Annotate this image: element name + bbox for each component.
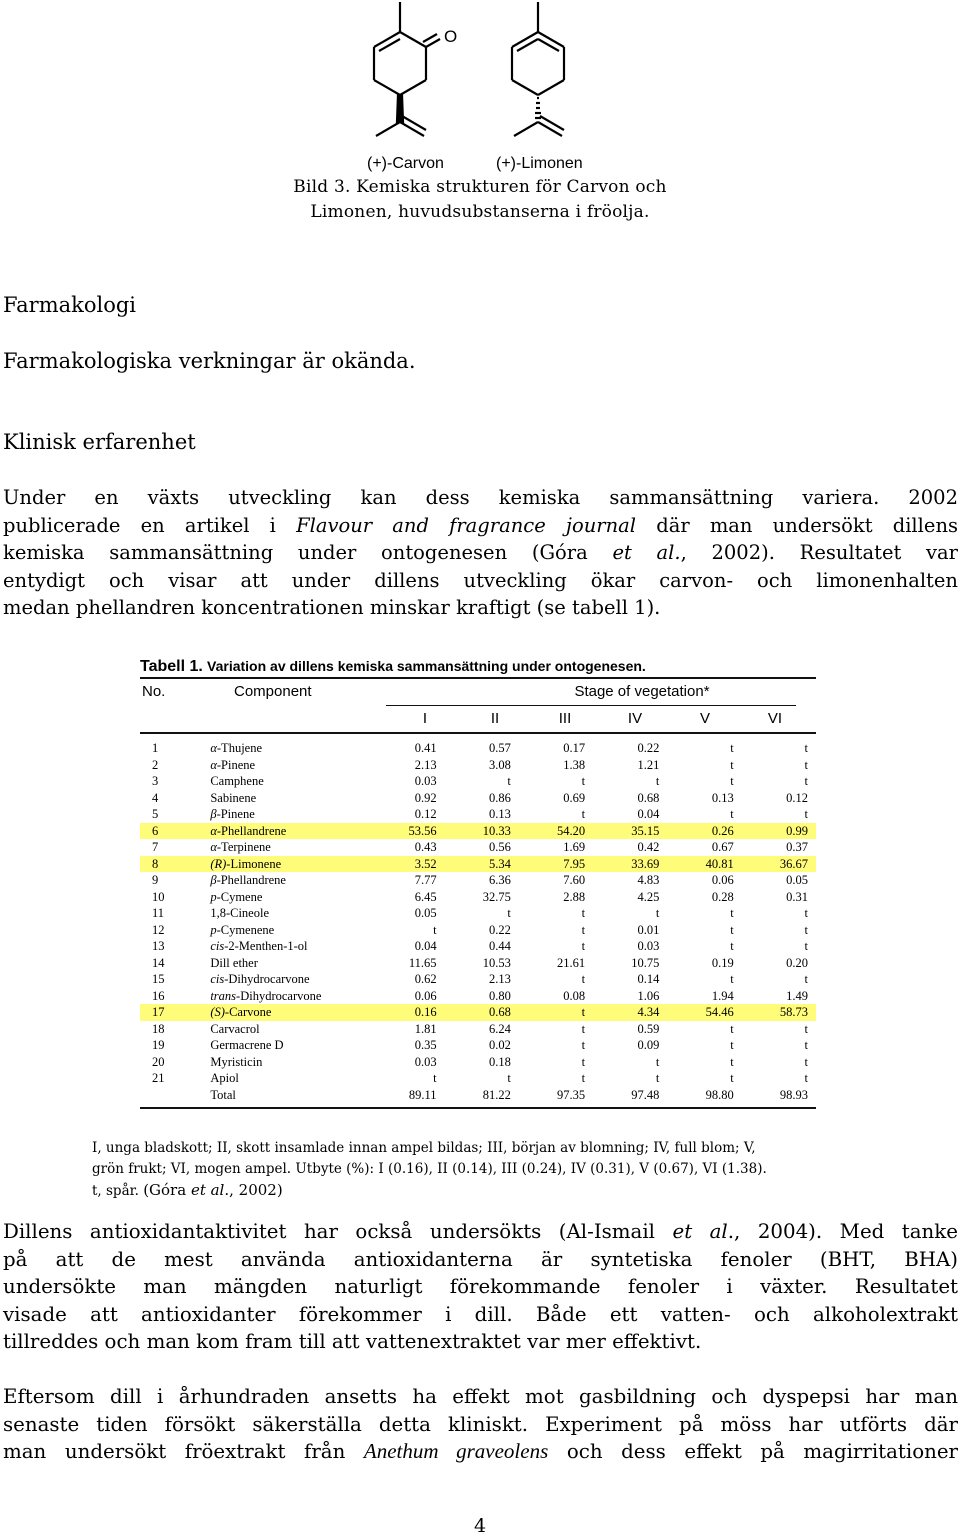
journal-title: Flavour and fragrance journal [296, 513, 637, 537]
stage-value-4: 0.42 [637, 840, 660, 854]
header-stage: Stage of vegetation* [574, 683, 710, 700]
stage-value-4: 4.25 [637, 889, 660, 904]
row-number: 6 [140, 823, 210, 840]
component-name: Carvacrol [210, 1021, 260, 1036]
stage-value-3: t [581, 774, 586, 788]
stage-value-1: 0.05 [414, 906, 437, 920]
component-name: Apiol [210, 1071, 239, 1085]
table-bottom-rule [140, 1107, 816, 1109]
table-body [140, 740, 816, 1103]
stage-value-3: 21.61 [557, 955, 586, 970]
stage-value-5: 0.26 [667, 823, 741, 840]
para1-line1: Under en växts utveckling kan dess kemiska sammansättning variera. 2002 [3, 486, 958, 509]
stage-value-5: 54.46 [667, 1004, 741, 1021]
stage-value-3: t [581, 939, 586, 953]
stage-value-1: 0.41 [414, 741, 437, 755]
component-name: Dill ether [210, 955, 258, 970]
stage-value-3: t [581, 906, 586, 920]
text-farmakologi: Farmakologiska verkningar är okända. [3, 349, 416, 373]
stage-value-6: t [804, 1021, 808, 1036]
total-value-6: 98.93 [779, 1087, 808, 1102]
row-number: 13 [152, 939, 165, 953]
stage-value-4: 0.22 [637, 741, 660, 755]
stage-value-6: 58.73 [742, 1004, 816, 1021]
footnote-line3: t, spår. (Góra et al., 2002) [92, 1181, 283, 1199]
stage-value-2: 0.80 [488, 988, 511, 1003]
table-row [140, 922, 816, 939]
stage-value-3: t [581, 922, 586, 937]
stage-value-3: t [581, 807, 586, 821]
table-row [140, 823, 816, 840]
carvon-label: (+)-Carvon [367, 155, 444, 172]
stage-value-2: 0.86 [488, 790, 511, 805]
stage-value-1: 3.52 [370, 856, 444, 873]
component-name: β-Pinene [210, 807, 255, 821]
stage-value-4: 0.03 [637, 939, 660, 953]
table-row [140, 971, 816, 988]
row-number: 14 [152, 955, 165, 970]
stage-header-1: I [422, 710, 428, 727]
row-number: 7 [152, 840, 159, 854]
stage-value-4: 0.09 [637, 1038, 660, 1052]
table-row [140, 889, 816, 906]
stage-value-3: t [581, 1038, 586, 1052]
stage-value-4: t [655, 774, 660, 788]
component-name: Germacrene D [210, 1038, 284, 1052]
stage-value-5: t [730, 972, 734, 986]
table-row [140, 740, 816, 757]
component-name: α-Terpinene [210, 840, 271, 854]
table-row [140, 856, 816, 873]
para3-line1: Eftersom dill i århundraden ansetts ha effekt mot gasbildning och dyspepsi har man [3, 1385, 958, 1408]
stage-value-2: 10.33 [445, 823, 519, 840]
table-row [140, 757, 816, 774]
total-value-3: 97.35 [557, 1087, 586, 1102]
figure-caption-line2: Limonen, huvudsubstanserna i fröolja. [310, 202, 650, 222]
row-number: 11 [152, 906, 165, 920]
stage-value-2: 10.53 [482, 955, 511, 970]
stage-value-3: 1.38 [563, 757, 586, 772]
row-number: 10 [152, 889, 165, 904]
table-row [140, 1004, 816, 1021]
component-name: β-Phellandrene [210, 873, 286, 887]
table-row [140, 1037, 816, 1054]
row-number: 15 [152, 972, 165, 986]
stage-value-3: t [581, 1021, 586, 1036]
stage-value-2: 6.36 [488, 873, 511, 887]
stage-value-4: 0.59 [637, 1021, 660, 1036]
row-number: 18 [152, 1021, 165, 1036]
paragraph-clinical [3, 1383, 958, 1466]
stage-value-6: 0.31 [786, 889, 808, 904]
stage-value-3: 0.17 [563, 741, 586, 755]
stage-value-4: 1.06 [637, 988, 660, 1003]
stage-value-6: t [804, 757, 808, 772]
stage-value-4: 35.15 [593, 823, 667, 840]
component-name: α-Phellandrene [210, 823, 370, 840]
stage-value-1: 0.16 [370, 1004, 444, 1021]
stage-value-5: t [730, 922, 734, 937]
stage-header-2: II [490, 710, 500, 727]
stage-value-4: 0.14 [637, 972, 660, 986]
stage-value-2: 6.24 [488, 1021, 511, 1036]
stage-value-2: 32.75 [482, 889, 511, 904]
stage-value-6: t [804, 774, 808, 788]
row-number: 12 [152, 922, 165, 937]
stage-value-1: 0.92 [414, 790, 437, 805]
stage-value-1: 11.65 [408, 955, 437, 970]
stage-value-2: 0.18 [488, 1054, 511, 1069]
stage-value-2: t [507, 906, 511, 920]
table-row [140, 938, 816, 955]
stage-value-3: 0.08 [563, 988, 586, 1003]
row-number: 3 [152, 774, 159, 788]
stage-value-6: t [804, 1038, 808, 1052]
component-name: p-Cymene [210, 889, 263, 904]
stage-value-3: t [581, 1071, 586, 1085]
paragraph-antioxidant [3, 1218, 958, 1356]
component-name: cis-Dihydrocarvone [210, 972, 310, 986]
para1-line5: medan phellandren koncentrationen minskar kraftigt (se tabell 1). [3, 596, 661, 619]
composition-table [140, 655, 820, 1109]
row-number: 21 [152, 1071, 165, 1085]
stage-header-6: VI [767, 710, 783, 727]
table-row [140, 905, 816, 922]
stage-value-3: 1.69 [563, 840, 586, 854]
row-number: 5 [152, 807, 159, 821]
component-name: 1,8-Cineole [210, 906, 269, 920]
stage-value-5: 0.06 [711, 873, 734, 887]
table-footnote [92, 1138, 882, 1202]
limonene-structure [512, 2, 564, 136]
row-number: 16 [152, 988, 165, 1003]
table-row [140, 773, 816, 790]
stage-value-5: t [730, 774, 734, 788]
row-number: 8 [140, 856, 210, 873]
stage-value-3: 54.20 [519, 823, 593, 840]
para2-line4: visade att antioxidanter förekommer i dill. Både ett vatten- och alkoholextrakt [3, 1302, 958, 1326]
footnote-line2: grön frukt; VI, mogen ampel. Utbyte (%): I (0.16), II (0.14), III (0.24), IV (0.31), V (0.67), VI (1.38). [92, 1161, 767, 1177]
table-row [140, 839, 816, 856]
table-title: Tabell 1. Variation av dillens kemiska sammansättning under ontogenesen. [140, 658, 646, 675]
heading-klinisk-erfarenhet: Klinisk erfarenhet [3, 430, 196, 454]
stage-value-2: 2.13 [488, 972, 511, 986]
para1-line4: entydigt och visar att under dillens utveckling ökar carvon- och limonenhalten [3, 568, 958, 592]
stage-value-3: 0.69 [563, 790, 586, 805]
stage-value-1: 7.77 [414, 873, 437, 887]
stage-header-3: III [558, 710, 572, 727]
table-header-rule [140, 732, 816, 734]
para1-line3: kemiska sammansättning under ontogenesen (Góra et al., 2002). Resultatet var [3, 541, 959, 564]
para3-line2: senaste tiden försökt säkerställa detta kliniskt. Experiment på möss har utförts där [3, 1412, 958, 1436]
stage-value-4: 1.21 [637, 757, 660, 772]
total-label: Total [210, 1087, 236, 1102]
stage-header-5: V [699, 710, 710, 727]
table-row [140, 1021, 816, 1038]
stage-value-4: 10.75 [631, 955, 660, 970]
row-number: 1 [152, 741, 159, 755]
row-number: 19 [152, 1038, 165, 1052]
stage-value-1: 0.04 [414, 939, 437, 953]
stage-value-1: 6.45 [414, 889, 437, 904]
row-number: 20 [152, 1054, 165, 1069]
component-name: α-Thujene [210, 741, 263, 755]
row-number: 9 [152, 873, 159, 887]
total-value-1: 89.11 [408, 1087, 437, 1102]
stage-value-6: 0.05 [786, 873, 808, 887]
table-row [140, 806, 816, 823]
stage-value-5: t [730, 741, 734, 755]
stage-header-4: IV [627, 710, 643, 727]
stage-value-2: 3.08 [488, 757, 511, 772]
stage-value-1: t [433, 922, 437, 937]
row-number: 4 [152, 790, 159, 805]
stage-value-2: 0.44 [488, 939, 511, 953]
stage-value-3: t [581, 1054, 586, 1069]
stage-value-5: 40.81 [667, 856, 741, 873]
stage-value-4: 4.34 [593, 1004, 667, 1021]
stage-value-4: 0.04 [637, 807, 660, 821]
table-row [140, 955, 816, 972]
stage-value-6: 36.67 [742, 856, 816, 873]
species-name: Anethum graveolens [363, 1439, 549, 1463]
stage-value-2: 0.22 [488, 922, 511, 937]
stage-value-2: 0.13 [488, 807, 511, 821]
table-row [140, 1054, 816, 1071]
component-name: (R)-Limonene [210, 856, 370, 873]
component-name: Myristicin [210, 1054, 263, 1069]
heading-farmakologi: Farmakologi [3, 293, 137, 317]
stage-value-6: t [804, 1071, 808, 1085]
stage-value-4: 4.83 [637, 873, 660, 887]
para2-line1: Dillens antioxidantaktivitet har också undersökts (Al-Ismail et al., 2004). Med tanke [3, 1220, 958, 1243]
component-name: trans-Dihydrocarvone [210, 988, 322, 1003]
stage-value-6: 0.20 [786, 955, 808, 970]
para1-line2: publicerade en artikel i Flavour and fragrance journal där man undersökt dillens [3, 513, 959, 537]
stage-value-1: 0.35 [414, 1038, 437, 1052]
chemical-structures-figure [340, 0, 600, 150]
stage-value-4: 0.01 [637, 922, 660, 937]
para2-line2: på att de mest använda antioxidanterna är syntetiska fenoler (BHT, BHA) [3, 1247, 958, 1271]
stage-value-3: 2.88 [563, 889, 586, 904]
component-name: p-Cymenene [210, 922, 275, 937]
table-total-row [140, 1087, 816, 1104]
stage-value-6: t [804, 807, 808, 821]
stage-value-1: 1.81 [414, 1021, 437, 1036]
component-name: Sabinene [210, 790, 257, 805]
stage-value-6: t [804, 922, 808, 937]
stage-value-2: 0.57 [488, 741, 511, 755]
stage-value-6: t [804, 1054, 808, 1069]
paragraph-ontogenesis [3, 484, 958, 622]
para3-line3: man undersökt fröextrakt från Anethum graveolens och dess effekt på magirritationer [3, 1439, 959, 1463]
table-row [140, 988, 816, 1005]
figure-caption-line1: Bild 3. Kemiska strukturen för Carvon och [293, 177, 667, 197]
table-row [140, 1070, 816, 1087]
stage-value-5: t [730, 1021, 734, 1036]
stage-value-4: 0.68 [637, 790, 660, 805]
stage-value-6: 0.12 [786, 790, 808, 805]
stage-value-2: 5.34 [445, 856, 519, 873]
stage-value-1: 0.03 [414, 774, 437, 788]
para2-line5: tillreddes och man kom fram till att vattenextraktet var mer effektivt. [3, 1330, 702, 1353]
stage-value-5: t [730, 939, 734, 953]
stage-value-2: t [507, 1071, 511, 1085]
stage-value-6: 0.99 [742, 823, 816, 840]
stage-value-1: 0.03 [414, 1054, 437, 1069]
stage-value-1: t [433, 1071, 437, 1085]
stage-header-row [140, 706, 820, 732]
total-value-4: 97.48 [631, 1087, 660, 1102]
stage-value-5: 0.13 [711, 790, 734, 805]
stage-value-2: t [507, 774, 511, 788]
stage-value-6: t [804, 939, 808, 953]
total-value-5: 98.80 [705, 1087, 734, 1102]
stage-value-5: 0.28 [711, 889, 734, 904]
stage-value-2: 0.56 [488, 840, 511, 854]
stage-value-6: 0.37 [786, 840, 808, 854]
stage-value-1: 53.56 [370, 823, 444, 840]
stage-value-1: 0.62 [414, 972, 437, 986]
stage-value-4: t [655, 1071, 660, 1085]
table-row [140, 872, 816, 889]
stage-value-4: t [655, 906, 660, 920]
limonen-label: (+)-Limonen [496, 155, 583, 172]
row-number: 2 [152, 757, 159, 772]
stage-value-5: t [730, 1071, 734, 1085]
stage-value-5: 0.19 [711, 955, 734, 970]
stage-value-5: t [730, 807, 734, 821]
stage-value-5: 1.94 [711, 988, 734, 1003]
stage-value-6: 1.49 [786, 988, 808, 1003]
stage-value-3: 7.95 [519, 856, 593, 873]
stage-value-5: t [730, 1038, 734, 1052]
component-name: (S)-Carvone [210, 1004, 370, 1021]
stage-value-5: 0.67 [711, 840, 734, 854]
component-name: α-Pinene [210, 757, 256, 772]
table-row [140, 790, 816, 807]
stage-value-5: t [730, 906, 734, 920]
stage-value-1: 2.13 [414, 757, 437, 772]
table-header-row [140, 679, 820, 705]
stage-value-5: t [730, 757, 734, 772]
stage-value-4: t [655, 1054, 660, 1069]
stage-value-2: 0.02 [488, 1038, 511, 1052]
stage-value-3: 7.60 [563, 873, 586, 887]
stage-value-1: 0.43 [414, 840, 437, 854]
header-component: Component [234, 683, 312, 700]
stage-value-1: 0.06 [414, 988, 437, 1003]
stage-value-1: 0.12 [414, 807, 437, 821]
component-name: cis-2-Menthen-1-ol [210, 939, 308, 953]
header-no: No. [142, 683, 166, 700]
para2-line3: undersökte man mängden naturligt förekommande fenoler i växter. Resultatet [3, 1275, 958, 1298]
stage-value-5: t [730, 1054, 734, 1069]
carvone-structure [374, 2, 440, 136]
total-value-2: 81.22 [482, 1087, 511, 1102]
stage-value-3: t [581, 972, 586, 986]
stage-value-3: t [519, 1004, 593, 1021]
stage-value-2: 0.68 [445, 1004, 519, 1021]
stage-value-6: t [804, 906, 808, 920]
page-number: 4 [473, 1515, 487, 1537]
stage-value-4: 33.69 [593, 856, 667, 873]
oxygen-atom-label: O [444, 27, 458, 46]
component-name: Camphene [210, 774, 264, 788]
stage-value-6: t [804, 972, 808, 986]
footnote-line1: I, unga bladskott; II, skott insamlade innan ampel bildas; III, början av blomning; IV, full blom; V, [92, 1140, 756, 1156]
stage-value-6: t [804, 741, 808, 755]
row-number: 17 [140, 1004, 210, 1021]
